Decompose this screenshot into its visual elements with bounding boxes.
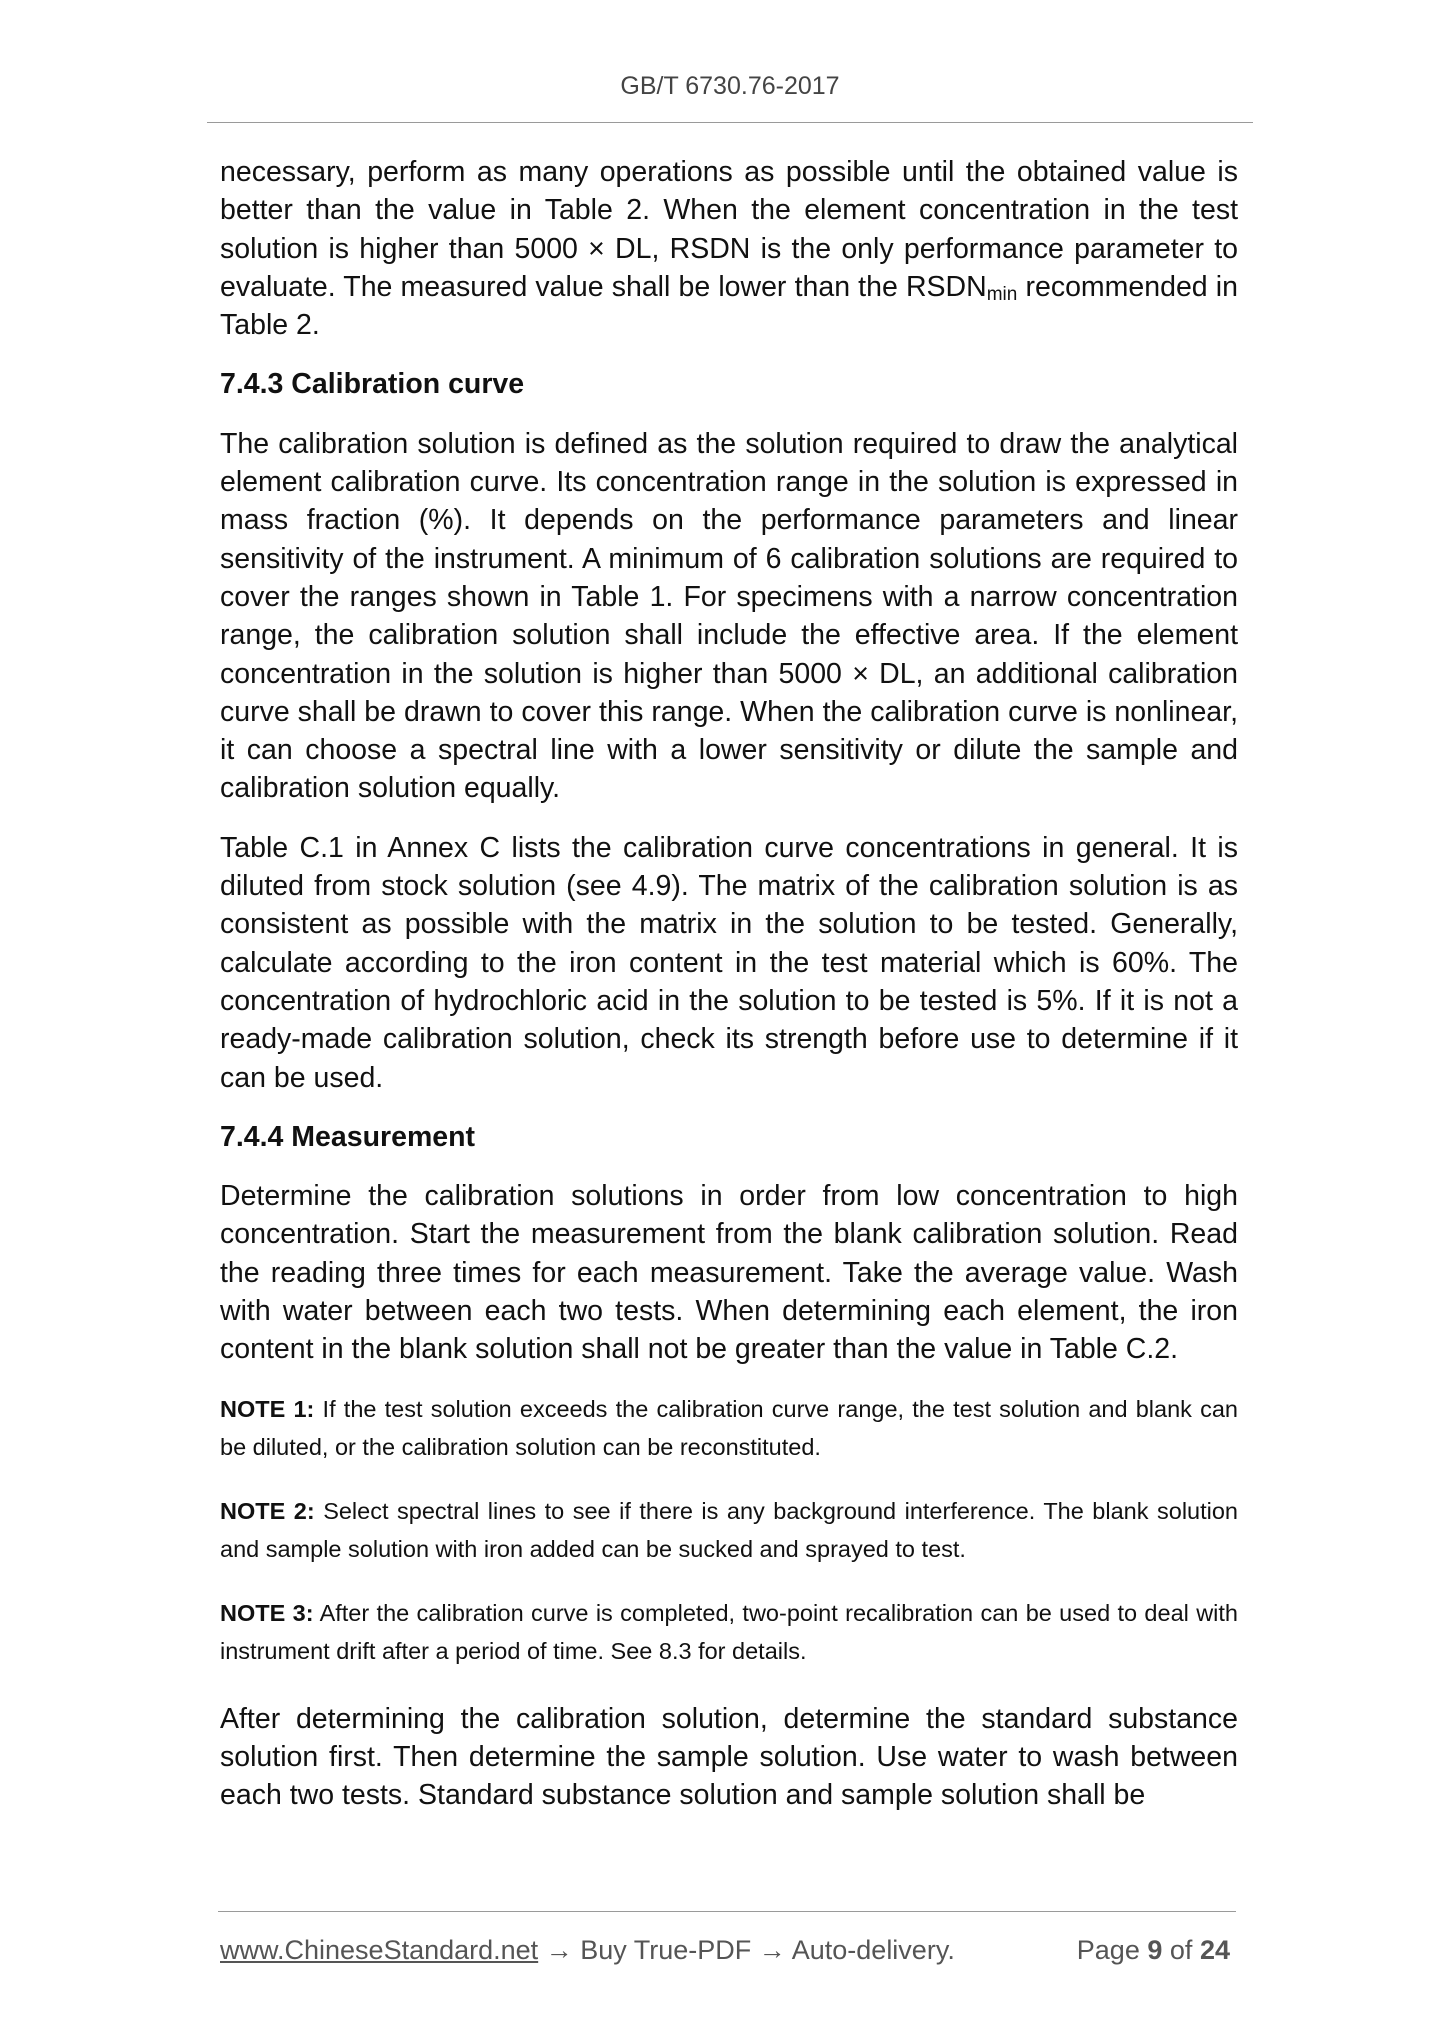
of-word: of (1169, 1935, 1193, 1965)
page-content (220, 153, 1238, 1836)
header-divider (207, 122, 1253, 123)
note-1 (220, 1390, 1238, 1466)
page-indicator (1077, 1935, 1230, 1966)
note-text: Select spectral lines to see if there is any background interference. The blank solution and sample solution with iron added can be sucked and sprayed to test. (220, 1497, 1238, 1562)
note-text: After the calibration curve is completed, two-point recalibration can be used to deal with instrument drift after a period of time. See 8.3 for details. (220, 1599, 1238, 1664)
section-heading-calibration-curve: 7.4.3 Calibration curve (220, 368, 525, 401)
note-2 (220, 1492, 1238, 1568)
calibration-paragraph-2: Table C.1 in Annex C lists the calibration curve concentrations in general. It is diluted from stock solution (see 4.9). The matrix of the calibration solution is as consistent as possible with the matrix in the solution to be tested. Generally, calculate according to the iron content in the test material which is 60%. The concentration of hydrochloric acid in the solution to be tested is 5%. If it is not a ready-made calibration solution, check its strength before use to determine if it can be used. (220, 831, 1238, 1094)
website-link[interactable]: www.ChineseStandard.net (220, 1935, 539, 1965)
section-heading-measurement: 7.4.4 Measurement (220, 1120, 476, 1153)
page-word: Page (1076, 1935, 1140, 1965)
calibration-paragraph-1: The calibration solution is defined as the solution required to draw the analytical element calibration curve. Its concentration range in the solution is expressed in mass fraction (%). It depends on the performance parameters and linear sensitivity of the instrument. A minimum of 6 calibration solutions are required to cover the ranges shown in Table 1. For specimens with a narrow concentration range, the calibration solution shall include the effective area. If the element concentration in the solution is higher than 5000 × DL, an additional calibration curve shall be drawn to cover this range. When the calibration curve is nonlinear, it can choose a spectral line with a lower sensitivity or dilute the sample and calibration solution equally. (220, 427, 1238, 805)
current-page-number: 9 (1147, 1935, 1163, 1965)
rsdn-subscript: min (986, 283, 1018, 305)
intro-text-a: necessary, perform as many operations as possible until the obtained value is better than the value in Table 2. When the element concentration in the test solution is higher than 5000 × DL, RSDN is the only performance parameter to evaluate. The measured value shall be lower than the RSDN (220, 156, 1238, 303)
note-label: NOTE 3: (220, 1599, 314, 1626)
footer-tagline: → Buy True-PDF → Auto-delivery. (538, 1935, 955, 1965)
footer-divider (218, 1911, 1236, 1912)
intro-text-b: recommended in Table 2. (220, 270, 1238, 342)
measurement-paragraph-1: Determine the calibration solutions in order from low concentration to high concentration. Start the measurement from the blank calibration solution. Read the reading three times for each measurement. Take the average value. Wash with water between each two tests. When determining each element, the iron content in the blank solution shall not be greater than the value in Table C.2. (220, 1180, 1238, 1366)
note-label: NOTE 2: (220, 1497, 315, 1524)
total-page-count: 24 (1199, 1935, 1230, 1965)
intro-paragraph (220, 153, 1238, 344)
note-text: If the test solution exceeds the calibration curve range, the test solution and blank can be diluted, or the calibration solution can be reconstituted. (220, 1395, 1238, 1460)
document-header: GB/T 6730.76-2017 (620, 72, 840, 100)
page-footer (220, 1935, 1230, 1966)
note-label: NOTE 1: (220, 1395, 315, 1422)
measurement-paragraph-2: After determining the calibration solution, determine the standard substance solution first. Then determine the sample solution. Use water to wash between each two tests. Standard substance solution and sample solution shall be (220, 1702, 1238, 1812)
note-3 (220, 1594, 1238, 1670)
